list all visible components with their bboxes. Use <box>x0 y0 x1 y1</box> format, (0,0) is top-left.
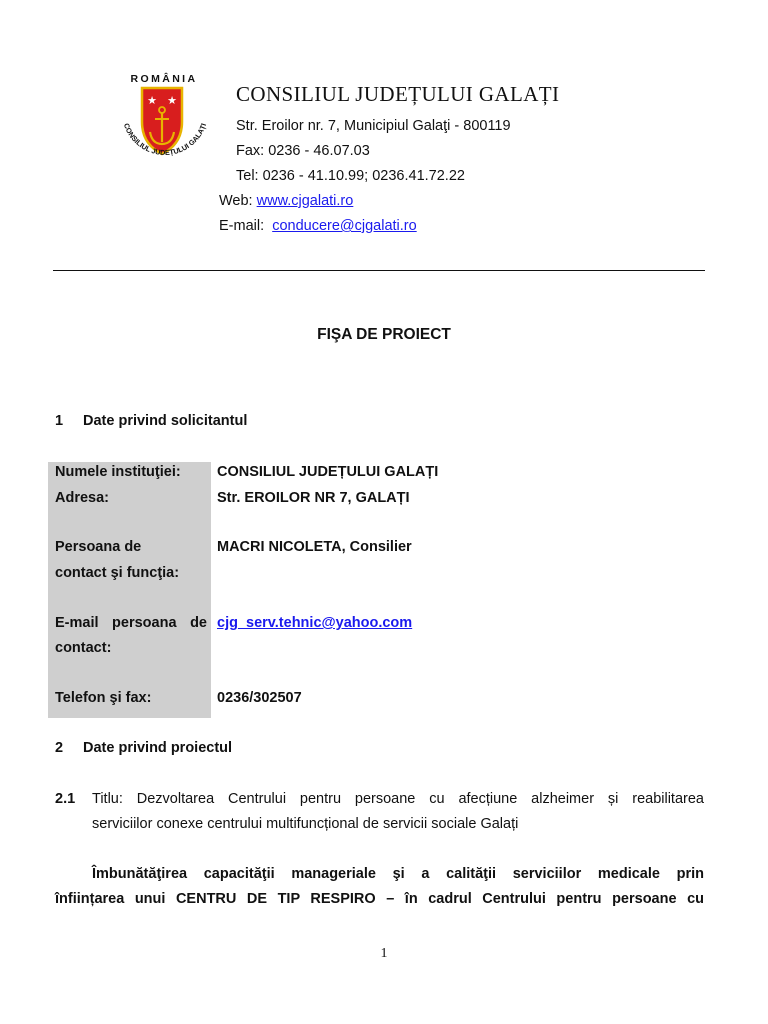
web-label: Web: <box>219 193 253 209</box>
email-contact-value <box>217 615 412 631</box>
subsection-title-line1: Titlu: Dezvoltarea Centrului pentru persoane cu afecțiune alzheimer și reabilitarea <box>92 791 704 807</box>
paragraph-line1: Îmbunătăţirea capacităţii manageriale şi a calităţii serviciilor medicale prin <box>92 866 704 882</box>
section-1-heading <box>55 413 247 429</box>
phone-label: Telefon şi fax: <box>55 690 152 706</box>
organization-name: CONSILIUL JUDEȚULUI GALAȚI <box>236 82 560 106</box>
email-contact-label-line1: E-mail persoana de <box>55 615 207 631</box>
organization-email <box>219 218 417 234</box>
organization-tel: Tel: 0236 - 41.10.99; 0236.41.72.22 <box>236 168 465 184</box>
section-title: Date privind solicitantul <box>83 413 248 429</box>
institution-label: Numele instituţiei: <box>55 464 181 480</box>
contact-label-line1: Persoana de <box>55 539 142 555</box>
document-title: FIŞA DE PROIECT <box>317 326 451 343</box>
svg-text:★: ★ <box>147 95 157 107</box>
institution-value: CONSILIUL JUDEȚULUI GALAȚI <box>217 464 439 480</box>
section-number: 1 <box>55 413 64 429</box>
paragraph-line2: înființarea unui CENTRU DE TIP RESPIRO – în cadrul Centrului pentru persoane cu <box>55 891 704 907</box>
logo-country-text: ROMÂNIA <box>130 73 198 85</box>
address-label: Adresa: <box>55 490 109 506</box>
organization-fax: Fax: 0236 - 46.07.03 <box>236 143 370 159</box>
email-label: E-mail: <box>219 218 265 234</box>
email-contact-label-line2: contact: <box>55 640 112 656</box>
subsection-title-line2: serviciilor conexe centrului multifuncțional de servicii sociale Galați <box>92 816 519 832</box>
svg-text:★: ★ <box>167 95 177 107</box>
phone-value: 0236/302507 <box>217 690 302 706</box>
organization-web <box>219 193 353 209</box>
contact-email-link[interactable]: cjg_serv.tehnic@yahoo.com <box>217 615 413 631</box>
contact-value: MACRI NICOLETA, Consilier <box>217 539 412 555</box>
page-number: 1 <box>380 946 388 961</box>
section-title: Date privind proiectul <box>83 740 233 756</box>
svg-text:CONSILIUL JUDEȚULUI GALAȚI: CONSILIUL JUDEȚULUI GALAȚI <box>121 121 209 158</box>
address-value: Str. EROILOR NR 7, GALAȚI <box>217 490 410 506</box>
contact-label-line2: contact şi funcţia: <box>55 565 180 581</box>
website-link[interactable]: www.cjgalati.ro <box>256 193 354 209</box>
organization-address: Str. Eroilor nr. 7, Municipiul Galaţi - 800119 <box>236 118 511 134</box>
section-number: 2 <box>55 740 64 756</box>
header-divider <box>53 270 705 271</box>
section-2-heading <box>55 740 232 756</box>
subsection-number: 2.1 <box>55 791 76 807</box>
email-link[interactable]: conducere@cjgalati.ro <box>272 218 417 234</box>
county-coat-of-arms-icon <box>104 82 222 162</box>
